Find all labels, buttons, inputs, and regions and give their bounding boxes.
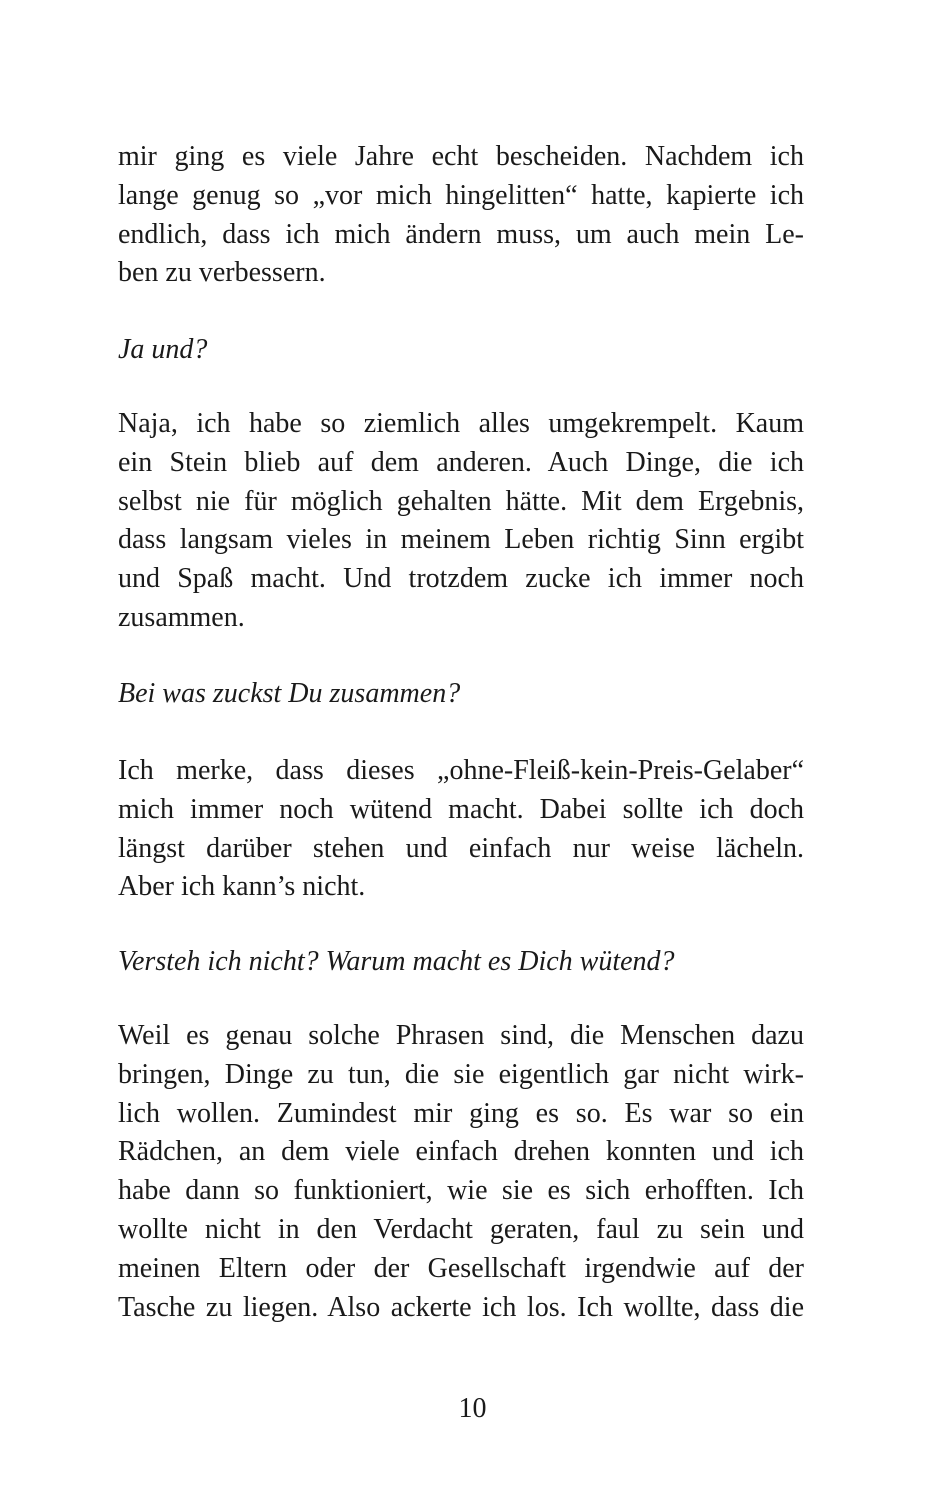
- paragraph: [118, 138, 804, 293]
- text-line: lange genug so „vor mich hingelitten“ hatte, kapierte ich: [118, 179, 804, 211]
- text-line: Rädchen, an dem viele einfach drehen konnten und ich: [118, 1136, 804, 1168]
- text-line: bringen, Dinge zu tun, die sie eigentlich gar nicht wirk-: [118, 1058, 804, 1090]
- text-line: Ich merke, dass dieses „ohne-Fleiß-kein-Preis-Gelaber“: [118, 755, 804, 786]
- question: [118, 675, 804, 714]
- text-line: lich wollen. Zumindest mir ging es so. Es war so ein: [118, 1097, 804, 1129]
- page-number: 10: [458, 1393, 487, 1424]
- text-line: meinen Eltern oder der Gesellschaft irgendwie auf der: [118, 1252, 804, 1284]
- text-line: Aber ich kann’s nicht.: [118, 871, 366, 903]
- text-line: Tasche zu liegen. Also ackerte ich los. Ich wollte, dass die: [118, 1291, 804, 1323]
- question: [118, 331, 804, 370]
- text-line: ben zu verbessern.: [118, 257, 326, 289]
- text-line: selbst nie für möglich gehalten hätte. Mit dem Ergebnis,: [118, 485, 804, 517]
- question-line: Ja und?: [118, 334, 208, 365]
- text-line: Naja, ich habe so ziemlich alles umgekrempelt. Kaum: [118, 408, 804, 439]
- text-line: Weil es genau solche Phrasen sind, die Menschen dazu: [118, 1020, 804, 1051]
- text-line: ein Stein blieb auf dem anderen. Auch Dinge, die ich: [118, 446, 804, 478]
- text-line: längst darüber stehen und einfach nur weise lächeln.: [118, 832, 804, 864]
- question-line: Versteh ich nicht? Warum macht es Dich wütend?: [118, 946, 675, 977]
- text-line: endlich, dass ich mich ändern muss, um auch mein Le-: [118, 218, 804, 250]
- text-line: wollte nicht in den Verdacht geraten, faul zu sein und: [118, 1213, 804, 1245]
- text-line: mich immer noch wütend macht. Dabei sollte ich doch: [118, 793, 804, 825]
- text-line: zusammen.: [118, 601, 245, 633]
- paragraph: [118, 1017, 804, 1327]
- text-line: und Spaß macht. Und trotzdem zucke ich immer noch: [118, 563, 804, 595]
- question-line: Bei was zuckst Du zusammen?: [118, 678, 461, 709]
- paragraph: [118, 405, 804, 638]
- paragraph: [118, 752, 804, 907]
- question: [118, 943, 804, 982]
- text-line: dass langsam vieles in meinem Leben richtig Sinn ergibt: [118, 524, 804, 556]
- text-line: mir ging es viele Jahre echt bescheiden. Nachdem ich: [118, 141, 804, 172]
- text-line: habe dann so funktioniert, wie sie es sich erhofften. Ich: [118, 1175, 804, 1207]
